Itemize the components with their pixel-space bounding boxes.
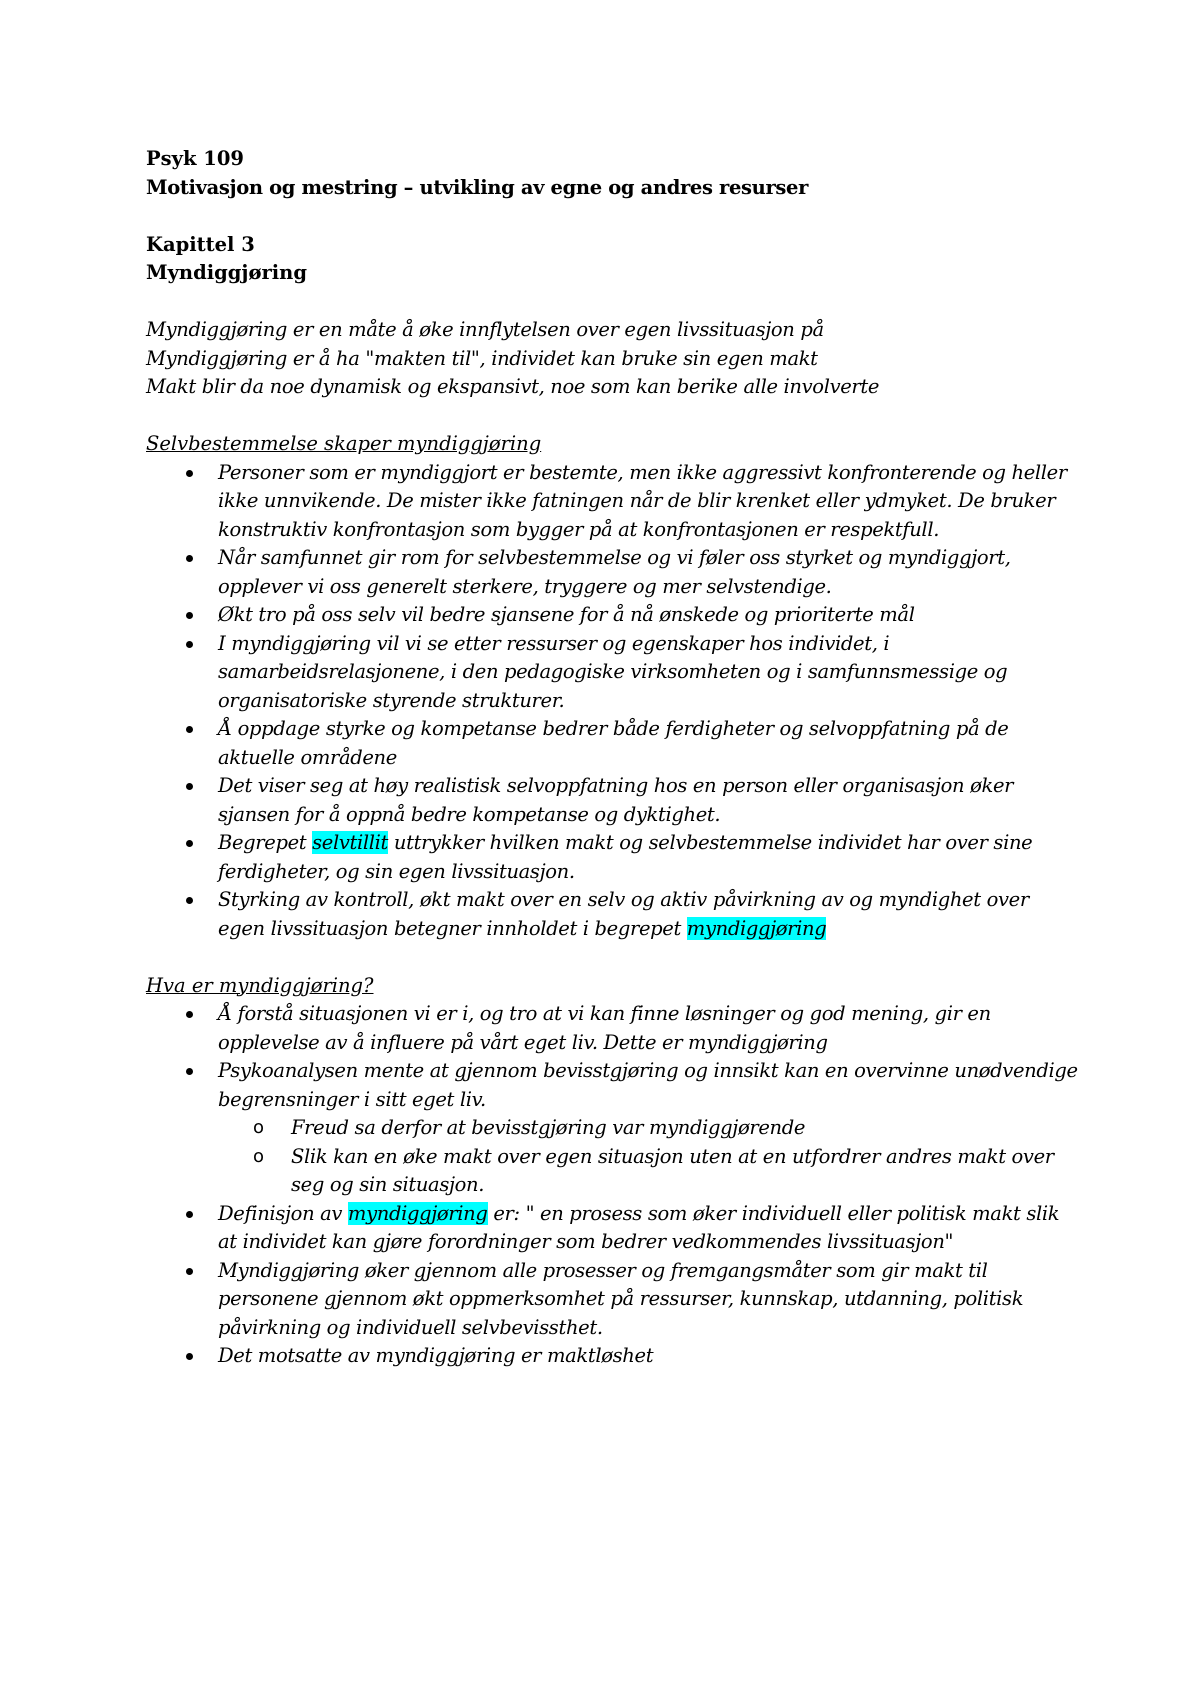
list-item: Definisjon av myndiggjøring er: " en prosess som øker individuell eller politisk makt slik at individet kan gjøre forordninger som bedrer vedkommendes livssituasjon": [146, 1200, 1080, 1257]
bullet-icon: [186, 783, 193, 790]
course-title: Psyk 109: [146, 147, 244, 170]
chapter-title: Myndiggjøring: [146, 261, 307, 284]
intro-line: Makt blir da noe dynamisk og ekspansivt, noe som kan berike alle involverte: [146, 375, 880, 398]
bullet-icon: [186, 555, 193, 562]
bullet-list-selvbestemmelse: [146, 459, 1080, 944]
bullet-icon: [186, 897, 193, 904]
circle-bullet-icon: o: [253, 1145, 264, 1167]
sub-list: [218, 1114, 1080, 1200]
list-item: Når samfunnet gir rom for selvbestemmelse og vi føler oss styrket og myndiggjort, opplever vi oss generelt sterkere, tryggere og mer selvstendige.: [146, 544, 1080, 601]
bullet-icon: [186, 612, 193, 619]
bullet-icon: [186, 840, 193, 847]
intro-line: Myndiggjøring er å ha "makten til", individet kan bruke sin egen makt: [146, 346, 818, 370]
list-item: Å oppdage styrke og kompetanse bedrer både ferdigheter og selvoppfatning på de aktuelle områdene: [146, 715, 1080, 772]
list-item: Det viser seg at høy realistisk selvoppfatning hos en person eller organisasjon øker sjansen for å oppnå bedre kompetanse og dyktighet.: [146, 772, 1080, 829]
bullet-icon: [186, 1011, 193, 1018]
circle-bullet-icon: o: [253, 1117, 264, 1138]
list-item: Begrepet selvtillit uttrykker hvilken makt og selvbestemmelse individet har over sine ferdigheter, og sin egen livssituasjon.: [146, 829, 1080, 886]
list-item: Det motsatte av myndiggjøring er maktløshet: [146, 1342, 1080, 1371]
bullet-icon: [186, 1068, 193, 1075]
bullet-icon: [186, 470, 193, 477]
bullet-list-hva-er: [146, 1000, 1080, 1371]
sub-list-item: o Freud sa derfor at bevisstgjøring var myndiggjørende: [146, 1114, 1080, 1143]
bullet-icon: [186, 1268, 193, 1275]
highlighted-term: myndiggjøring: [686, 916, 827, 940]
list-item: Psykoanalysen mente at gjennom bevisstgjøring og innsikt kan en overvinne unødvendige begrensninger i sitt eget liv. o Freud sa derfor at bevisstgjøring var myndiggjørende o Slik kan en øke makt over egen situasjon uten at en utfordrer andres makt over seg og sin situasjon.: [146, 1057, 1080, 1200]
intro-line: Myndiggjøring er en måte å øke innflytelsen over egen livssituasjon på: [146, 318, 824, 341]
list-item: I myndiggjøring vil vi se etter ressurser og egenskaper hos individet, i samarbeidsrelasjonene, i den pedagogiske virksomheten og i samfunnsmessige og organisatoriske styrende strukturer.: [146, 630, 1080, 716]
list-item: Myndiggjøring øker gjennom alle prosesser og fremgangsmåter som gir makt til personene gjennom økt oppmerksomhet på ressurser, kunnskap, utdanning, politisk påvirkning og individuell selvbevissthet.: [146, 1257, 1080, 1343]
sub-list-item: o Slik kan en øke makt over egen situasjon uten at en utfordrer andres makt over seg og sin situasjon.: [253, 1144, 1054, 1196]
highlighted-term: selvtillit: [312, 831, 389, 854]
list-item: Styrking av kontroll, økt makt over en selv og aktiv påvirkning av og myndighet over egen livssituasjon betegner innholdet i begrepet myndiggjøring: [146, 886, 1080, 943]
list-item: Økt tro på oss selv vil bedre sjansene for å nå ønskede og prioriterte mål: [146, 601, 1080, 630]
list-item: Å forstå situasjonen vi er i, og tro at vi kan finne løsninger og god mening, gir en opplevelse av å influere på vårt eget liv. Dette er myndiggjøring: [146, 1000, 1080, 1057]
highlighted-term: myndiggjøring: [347, 1201, 488, 1225]
list-item: Personer som er myndiggjort er bestemte, men ikke aggressivt konfronterende og heller ikke unnvikende. De mister ikke fatningen når de blir krenket eller ydmyket. De bruker konstruktiv konfrontasjon som bygger på at konfrontasjonen er respektfull.: [146, 459, 1080, 545]
course-subtitle: Motivasjon og mestring – utvikling av egne og andres resurser: [146, 175, 809, 199]
bullet-icon: [186, 641, 193, 648]
bullet-icon: [186, 1353, 193, 1360]
bullet-icon: [186, 726, 193, 733]
bullet-icon: [186, 1211, 193, 1218]
chapter-number: Kapittel 3: [146, 232, 255, 256]
section-heading-selvbestemmelse: Selvbestemmelse skaper myndiggjøring: [146, 432, 542, 455]
section-heading-hva-er: Hva er myndiggjøring?: [146, 973, 374, 997]
